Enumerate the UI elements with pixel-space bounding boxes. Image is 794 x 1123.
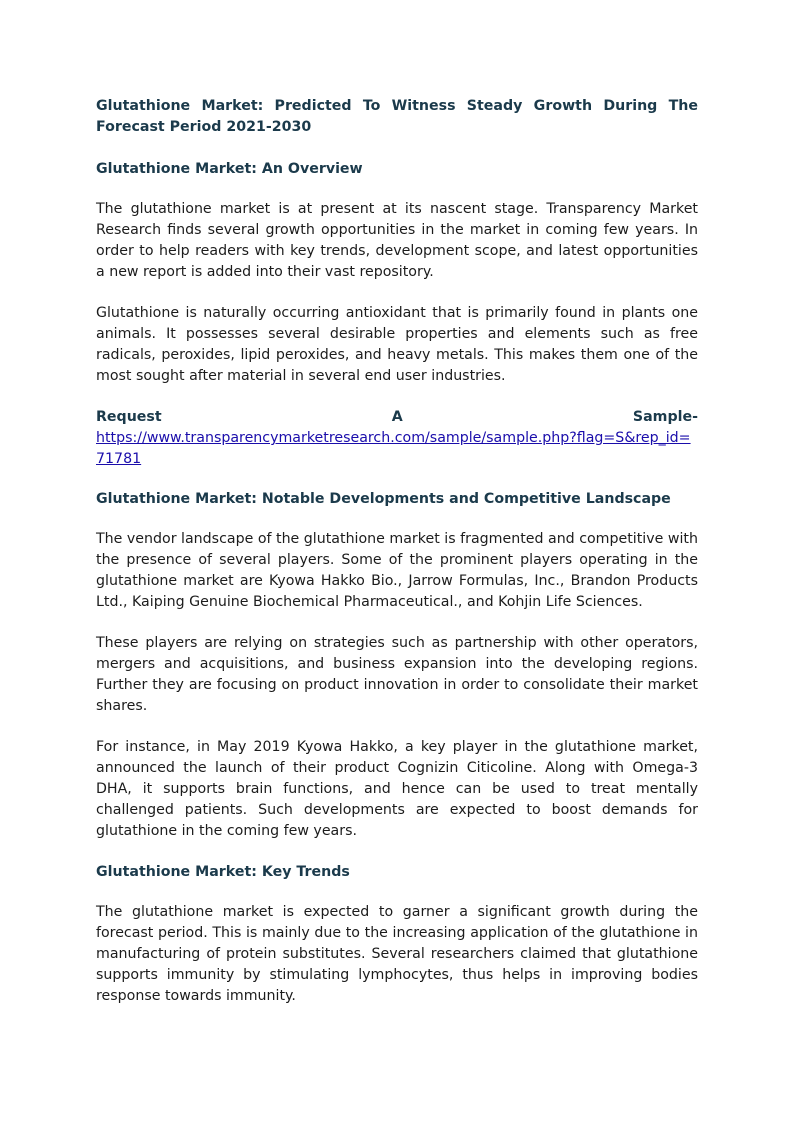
developments-paragraph-1: The vendor landscape of the glutathione market is fragmented and competitive with the presence of several players. Some of the prominent players operating in the glutathione market are Kyowa Hakko Bio., Jarrow Formulas, Inc., Brandon Products Ltd., Kaiping Genuine Biochemical Pharmaceutical., and Kohjin Life Sciences. (96, 531, 698, 610)
overview-heading: Glutathione Market: An Overview (96, 161, 363, 177)
trends-heading: Glutathione Market: Key Trends (96, 864, 350, 880)
document-page (96, 96, 698, 1027)
developments-paragraph-2: These players are relying on strategies such as partnership with other operators, mergers and acquisitions, and business expansion into the developing regions. Further they are focusing on product innovation in order to consolidate their market shares. (96, 635, 698, 714)
request-word-2: A (391, 409, 403, 425)
request-word-3: Sample- (632, 409, 698, 425)
developments-paragraph-3: For instance, in May 2019 Kyowa Hakko, a key player in the glutathione market, announced the launch of their product Cognizin Citicoline. Along with Omega-3 DHA, it supports brain functions, and hence can be used to treat mentally challenged patients. Such developments are expected to boost demands for glutathione in the coming few years. (96, 739, 698, 839)
request-word-1: Request (96, 409, 162, 425)
overview-paragraph-1: The glutathione market is at present at its nascent stage. Transparency Market Research finds several growth opportunities in the market in coming few years. In order to help readers with key trends, development scope, and latest opportunities a new report is added into their vast repository. (96, 201, 698, 280)
request-sample-link[interactable]: https://www.transparencymarketresearch.com/sample/sample.php?flag=S&rep_id=71781 (96, 430, 691, 467)
request-sample-label (96, 407, 698, 428)
trends-paragraph-1: The glutathione market is expected to garner a significant growth during the forecast period. This is mainly due to the increasing application of the glutathione in manufacturing of protein substitutes. Several researchers claimed that glutathione supports immunity by stimulating lymphocytes, thus helps in improving bodies response towards immunity. (96, 904, 698, 1004)
overview-paragraph-2: Glutathione is naturally occurring antioxidant that is primarily found in plants one animals. It possesses several desirable properties and elements such as free radicals, peroxides, lipid peroxides, and heavy metals. This makes them one of the most sought after material in several end user industries. (96, 305, 698, 384)
developments-heading: Glutathione Market: Notable Developments and Competitive Landscape (96, 491, 671, 507)
document-title: Glutathione Market: Predicted To Witness Steady Growth During The Forecast Period 2021-2030 (96, 98, 698, 135)
